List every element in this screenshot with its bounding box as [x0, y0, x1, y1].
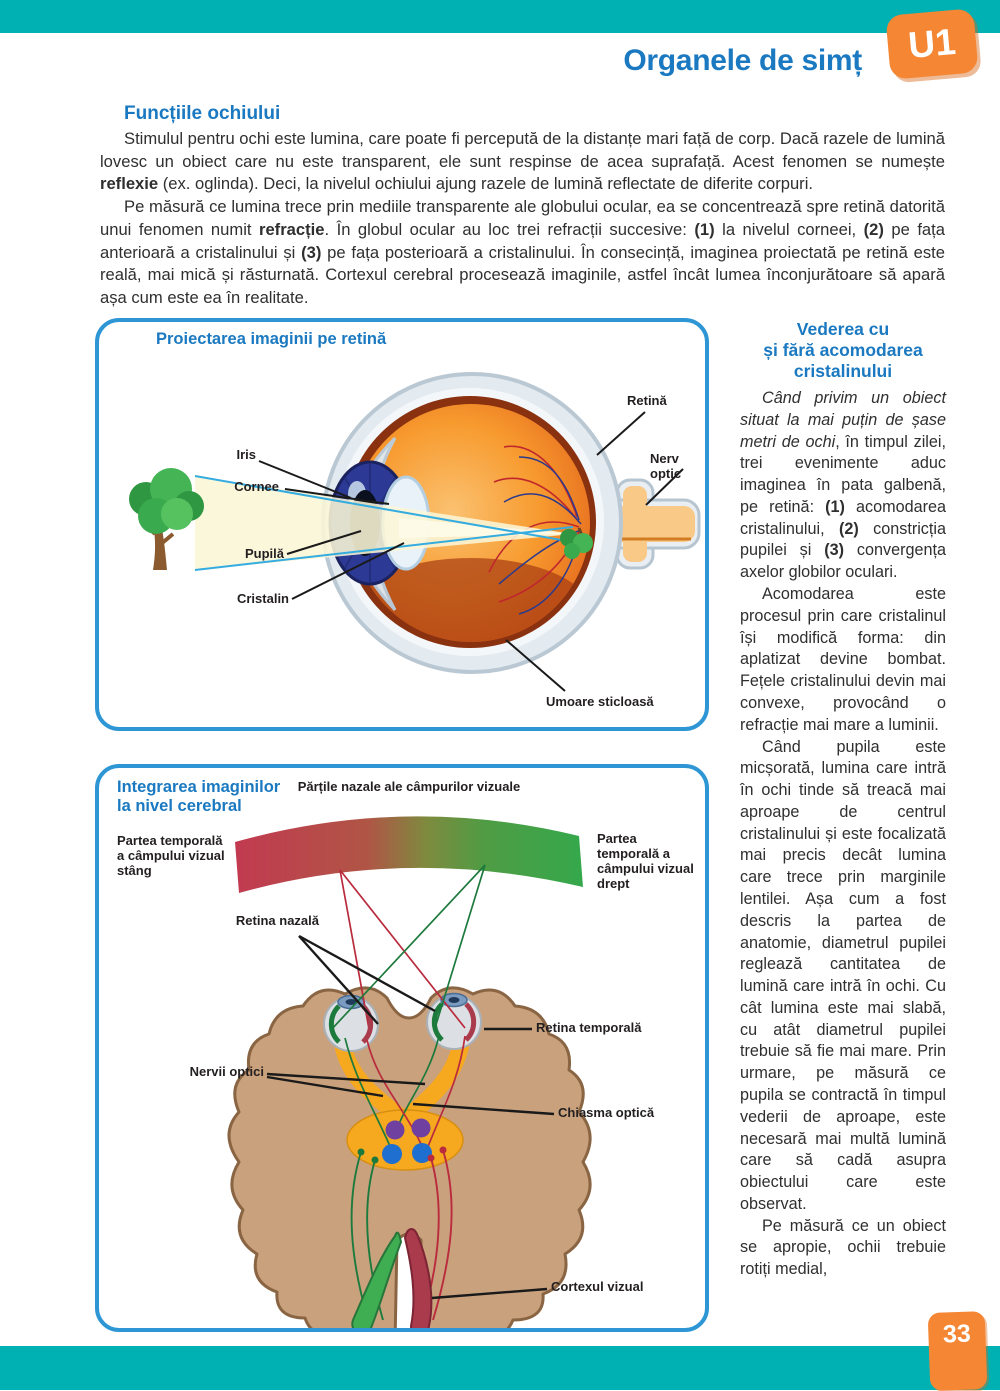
label-temporala-stang: Partea temporală a câmpului vizual stâng [117, 833, 225, 878]
text-run: constricția pupilei și [740, 519, 946, 560]
text-run: pe fața anterioară a cristalinului și [100, 219, 945, 262]
text-run: , în timpul zilei, trei evenimente aduc imaginea în pata galbenă, pe retină: [740, 432, 946, 516]
bold-marker-1: (1) [825, 497, 845, 516]
intro-section [100, 103, 945, 310]
bold-marker-2: (2) [863, 219, 884, 239]
label-chiasma-optica: Chiasma optică [558, 1105, 655, 1120]
diagram-eye-projection-card [95, 318, 709, 731]
bold-term-reflexie: reflexie [100, 174, 159, 194]
italic-run: Când privim un obiect situat la mai puțin de șase metri de ochi [740, 389, 946, 451]
text-run: Stimulul pentru ochi este lumina, care poate fi percepută de la distanțe mari față de corp. Dacă razele de lumină lovesc un obiect care nu este transparent, ele sunt respinse de acea suprafață. Acest fenomen se numește [100, 129, 945, 171]
diagram2-title-line1: Integrarea imaginilor [117, 778, 281, 796]
bold-term-refractie: refracție [258, 219, 325, 239]
sidebar-title-line3: cristalinului [793, 361, 893, 381]
label-temporala-drept: Partea temporală a câmpului vizual drept [597, 831, 694, 891]
label-nerv-optic: Nerv optic [650, 451, 682, 481]
visual-field-band [235, 816, 583, 893]
sidebar-paragraph-1 [740, 388, 946, 584]
label-nervii-optici: Nervii optici [189, 1064, 264, 1079]
text-run: la nivelul corneei, [714, 219, 864, 239]
section-heading: Funcțiile ochiului [124, 103, 281, 124]
label-retina: Retină [627, 393, 667, 408]
text-run: . În globul ocular au loc trei refracții succesive: [324, 219, 695, 239]
sidebar-column [740, 319, 946, 1281]
label-iris: Iris [236, 447, 256, 462]
label-nazale: Părțile nazale ale câmpurilor vizuale [297, 779, 521, 794]
intro-paragraph-2 [100, 196, 945, 310]
bottom-teal-bar [0, 1346, 1000, 1390]
sidebar-paragraph-3: Când pupila este micșorată, lumina care intră în ochi tinde să treacă mai aproape de centrul cristalinului și este focalizată mai precis decât lumina care trece prin marginile lentilei. Așa cum a fost descris la partea de anatomie, diametrul pupilei reglează cantitatea de lumină care intră în ochi. Cu cât lumina este mai slabă, cu atât diametrul pupilei trebuie să fie mai mare. Prin urmare, pe măsură ce pupila se contractă în timpul vederii de aproape, este necesară mai multă lumină care să cadă asupra obiectului care este observat. [740, 737, 946, 1213]
label-retina-temporala: Retina temporală [536, 1020, 642, 1035]
label-cristalin: Cristalin [236, 591, 289, 606]
text-run: acomodarea cristalinului, [740, 497, 946, 538]
diagram2-title-line2: la nivel cerebral [117, 797, 242, 816]
sidebar-title [740, 319, 946, 382]
text-run: pe fața posterioară a cristalinului. În consecință, imaginea proiectată pe retină este reală, mai mică și răsturnată. Cortexul cerebral procesează imaginile, astfel încât lumea înconjurătoare să apară așa cum este ea în realitate. [100, 242, 946, 308]
label-pupila: Pupilă [244, 546, 284, 561]
eye-diagram-artwork [99, 322, 705, 727]
page-number-badge: 33 [928, 1311, 988, 1391]
sidebar-paragraph-2: Acomodarea este procesul prin care cristalinul își modifică forma: din aplatizat devine bombat. Fețele cristalinului devin mai convexe, provocând o refracție mai mare a luminii. [740, 585, 946, 734]
unit-badge: U1 [885, 8, 978, 79]
text-run: (ex. oglinda). Deci, la nivelul ochiului ajung razele de lumină reflectate de diferite corpuri. [158, 174, 814, 194]
bold-marker-1: (1) [694, 219, 715, 239]
bold-marker-3: (3) [824, 541, 845, 560]
label-umoare-sticloasa: Umoare sticloasă [546, 694, 654, 709]
tree-object [129, 468, 204, 570]
diagram1-title: Proiectarea imaginii pe retină [156, 330, 387, 348]
sidebar-paragraph-4: Pe măsură ce un obiect se apropie, ochii trebuie rotiți medial, [740, 1216, 946, 1279]
label-cortexul-vizual: Cortexul vizual [551, 1279, 644, 1294]
retina-leader-line [597, 412, 645, 455]
page-title: Organele de simț [623, 44, 862, 77]
intro-paragraph-1 [100, 128, 945, 196]
label-cornee: Cornee [234, 479, 279, 494]
bold-marker-2: (2) [838, 519, 859, 538]
sidebar-title-line1: Vederea cu [796, 319, 890, 339]
text-run: convergența axelor globilor oculari. [740, 541, 946, 582]
text-run: Pe măsură ce lumina trece prin mediile transparente ale globului ocular, ea se concentrează spre retină datorită unui fenomen numit [100, 197, 945, 239]
top-teal-bar [0, 0, 1000, 33]
sidebar-title-line2: și fără acomodarea [763, 340, 923, 360]
bold-marker-3: (3) [301, 242, 322, 262]
diagram-cerebral-integration-card [95, 764, 709, 1332]
label-retina-nazala: Retina nazală [235, 913, 319, 928]
